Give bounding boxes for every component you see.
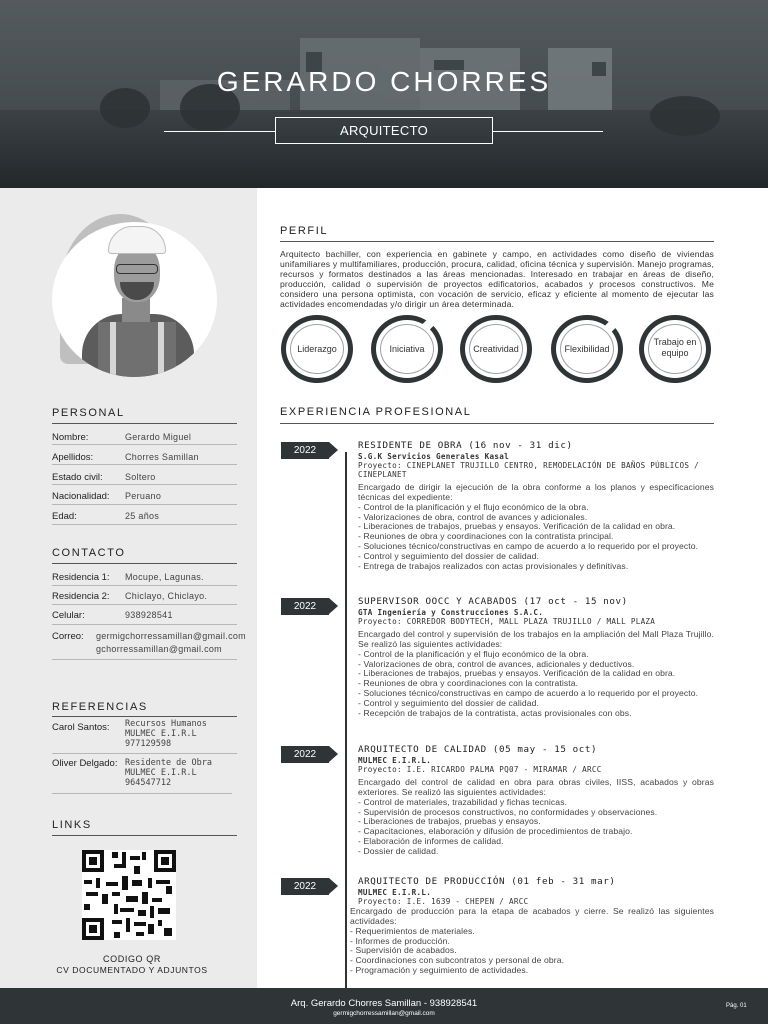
- title-line-left: [164, 131, 275, 132]
- job-desc-line: - Control de la planificación y el flujo económico de la obra.: [358, 648, 589, 659]
- reference-line: 977129598: [125, 739, 172, 749]
- reference-name: Oliver Delgado:: [52, 758, 118, 769]
- year-badge: 2022: [281, 598, 329, 615]
- title-line-right: [493, 131, 603, 132]
- reference-line: Recursos Humanos: [125, 719, 207, 729]
- job-desc-line: - Control de la planificación y el flujo económico de la obra.: [358, 501, 589, 512]
- field-value: Chorres Samillan: [125, 452, 199, 462]
- hard-hat-icon: [108, 226, 166, 254]
- job-desc-line: - Programación y seguimiento de actividades.: [350, 965, 529, 976]
- job-project: Proyecto: I.E. RICARDO PALMA PQ07 - MIRAMAR / ARCC: [358, 765, 602, 774]
- skill-label: Trabajo en equipo: [653, 337, 697, 358]
- banner-tree: [650, 96, 720, 136]
- field-value: Soltero: [125, 472, 156, 482]
- row-divider: [52, 753, 237, 754]
- job-desc-line: - Recepción de trabajos de la contratista, actas provisionales con obs.: [358, 707, 632, 718]
- reference-details: [125, 719, 207, 749]
- job-entry: [358, 744, 714, 857]
- reference-line: Residente de Obra: [125, 758, 212, 768]
- section-divider: [52, 716, 237, 717]
- reference-line: MULMEC E.I.R.L: [125, 729, 197, 739]
- skill-ring: [460, 315, 532, 383]
- row-divider: [52, 464, 237, 465]
- field-value: 25 años: [125, 511, 160, 521]
- profile-photo: [52, 222, 217, 377]
- field-value: Mocupe, Lagunas.: [125, 572, 204, 582]
- job-company: GTA Ingeniería y Construcciones S.A.C.: [358, 608, 544, 617]
- job-entry: [350, 876, 714, 976]
- job-desc-line: - Control y seguimiento del dossier de calidad.: [358, 550, 539, 561]
- skill-label: Iniciativa: [389, 344, 425, 354]
- year-badge: 2022: [281, 746, 329, 763]
- header-banner: [0, 0, 768, 188]
- job-desc-line: Encargado del control y supervisión de los trabajos en la ampliación del Mall Plaza Trujillo. Se realizó las siguientes actividades:: [358, 629, 714, 649]
- job-desc-line: - Entrega de trabajos realizados con actas provisionales y definitivas.: [358, 560, 629, 571]
- skill-ring: [371, 315, 443, 383]
- job-desc-line: - Supervisión de acabados.: [350, 945, 457, 956]
- job-company: MULMEC E.I.R.L.: [358, 888, 432, 897]
- field-value: Gerardo Miguel: [125, 432, 192, 442]
- job-desc-line: - Liberaciones de trabajos, pruebas y ensayos.: [358, 816, 541, 827]
- row-divider: [52, 524, 237, 525]
- row-divider: [52, 624, 237, 625]
- field-label: Residencia 2:: [52, 591, 110, 602]
- section-divider: [52, 563, 237, 564]
- qr-caption-sub: CV DOCUMENTADO Y ADJUNTOS: [56, 965, 208, 975]
- skill-ring: [551, 315, 623, 383]
- job-desc-line: - Liberaciones de trabajos, pruebas y ensayos. Verificación de la calidad en obra.: [358, 521, 676, 532]
- job-title: SUPERVISOR OOCC Y ACABADOS (17 oct - 15 nov): [358, 596, 628, 607]
- footer-contact: Arq. Gerardo Chorres Samillan - 938928541: [290, 998, 478, 1009]
- field-label: Edad:: [52, 511, 77, 522]
- field-value: Chiclayo, Chiclayo.: [125, 591, 208, 601]
- field-label: Estado civil:: [52, 472, 103, 483]
- field-label: Nacionalidad:: [52, 491, 110, 502]
- job-desc-line: Encargado de producción para la etapa de acabados y cierre. Se realizó las siguientes actividades:: [350, 906, 714, 926]
- job-description: [350, 907, 714, 976]
- job-description: [358, 483, 714, 572]
- job-entry: [358, 440, 714, 572]
- job-project: Proyecto: CORREDOR BODYTECH, MALL PLAZA TRUJILLO / MALL PLAZA: [358, 617, 656, 626]
- section-experience-heading: EXPERIENCIA PROFESIONAL: [280, 406, 472, 418]
- skill-ring: [281, 315, 353, 383]
- field-label: Correo:: [52, 631, 84, 642]
- year-badge: 2022: [281, 878, 329, 895]
- job-title: ARQUITECTO DE CALIDAD (05 may - 15 oct): [358, 744, 598, 755]
- job-desc-line: - Capacitaciones, elaboración y difusión de procedimientos de trabajo.: [358, 826, 633, 837]
- section-references-heading: REFERENCIAS: [52, 701, 148, 713]
- phone-value[interactable]: 938928541: [125, 610, 173, 620]
- job-desc-line: - Elaboración de informes de calidad.: [358, 836, 504, 847]
- field-value: Peruano: [125, 491, 162, 501]
- job-desc-line: - Supervisión de procesos constructivos, no conformidades y observaciones.: [358, 806, 658, 817]
- row-divider: [52, 484, 237, 485]
- job-desc-line: - Dossier de calidad.: [358, 845, 439, 856]
- reference-name: Carol Santos:: [52, 722, 110, 733]
- reference-details: [125, 758, 212, 788]
- section-profile-heading: PERFIL: [280, 225, 329, 237]
- row-divider: [52, 444, 237, 445]
- job-desc-line: - Informes de producción.: [350, 935, 450, 946]
- job-company: MULMEC E.I.R.L.: [358, 756, 432, 765]
- field-label: Residencia 1:: [52, 572, 110, 583]
- job-desc-line: - Liberaciones de trabajos, pruebas y ensayos. Verificación de la calidad en obra.: [358, 668, 676, 679]
- job-desc-line: - Requerimientos de materiales.: [350, 925, 475, 936]
- section-divider: [280, 423, 714, 424]
- job-desc-line: Encargado de dirigir la ejecución de la obra conforme a los planos y especificaciones técnicas del expediente:: [358, 482, 714, 502]
- job-title: ARQUITECTO: [275, 117, 493, 144]
- row-divider: [52, 659, 237, 660]
- job-project: Proyecto: CINEPLANET TRUJILLO CENTRO, REMODELACIÓN DE BAÑOS PÚBLICOS / CINEPLANET: [358, 461, 700, 479]
- job-desc-line: - Coordinaciones con subcontratos y personal de obra.: [350, 955, 565, 966]
- job-title: RESIDENTE DE OBRA (16 nov - 31 dic): [358, 440, 573, 451]
- row-divider: [52, 604, 237, 605]
- job-desc-line: - Reuniones de obra y coordinaciones con la contratista principal.: [358, 531, 614, 542]
- reference-line: MULMEC E.I.R.L: [125, 768, 197, 778]
- field-label: Celular:: [52, 610, 85, 621]
- skill-ring: [639, 315, 711, 383]
- section-links-heading: LINKS: [52, 819, 92, 831]
- email-value[interactable]: germigchorressamillan@gmail.com: [96, 631, 246, 641]
- email-value-secondary[interactable]: gchorressamillan@gmail.com: [96, 644, 222, 654]
- section-divider: [52, 423, 237, 424]
- experience-timeline: [345, 452, 347, 997]
- job-project: Proyecto: I.E. 1639 - CHEPEN / ARCC: [358, 897, 529, 906]
- year-badge: 2022: [281, 442, 329, 459]
- job-entry: [358, 596, 714, 719]
- job-desc-line: - Soluciones técnico/constructivas en campo de acuerdo a lo requerido por el proyecto.: [358, 688, 699, 699]
- section-divider: [280, 241, 714, 242]
- job-title: ARQUITECTO DE PRODUCCIÓN (01 feb - 31 mar): [358, 876, 616, 887]
- reference-line: 964547712: [125, 778, 172, 788]
- footer-email[interactable]: germigchorressamillan@gmail.com: [333, 1010, 435, 1017]
- job-desc-line: Encargado del control de calidad en obra para obras civiles, IISS, acabados y obras exteriores. Se realizó las siguientes actividades:: [358, 777, 714, 797]
- page-number: Pág. 01: [726, 1003, 747, 1009]
- job-desc-line: - Soluciones técnico/constructivas en campo de acuerdo a lo requerido por el proyecto.: [358, 541, 699, 552]
- candidate-name: GERARDO CHORRES: [216, 66, 552, 97]
- field-label: Nombre:: [52, 432, 89, 443]
- job-desc-line: - Reuniones de obra y coordinaciones con la contratista.: [358, 678, 579, 689]
- section-contact-heading: CONTACTO: [52, 547, 126, 559]
- job-description: [358, 630, 714, 719]
- section-personal-heading: PERSONAL: [52, 407, 125, 419]
- row-divider: [52, 585, 237, 586]
- skill-label: Flexibilidad: [564, 344, 610, 354]
- job-company: S.G.K Servicios Generales Kasal: [358, 452, 510, 461]
- job-desc-line: - Control y seguimiento del dossier de calidad.: [358, 697, 539, 708]
- qr-code[interactable]: [82, 850, 176, 940]
- row-divider: [52, 793, 232, 794]
- section-divider: [52, 835, 237, 836]
- qr-caption: CODIGO QR: [103, 954, 161, 964]
- row-divider: [52, 504, 237, 505]
- profile-summary: Arquitecto bachiller, con experiencia en gabinete y campo, en actividades como diseño de viviendas unifamiliares y multifamiliares, producción, procura, calidad, oficina técnica y supervisión. Manejo programas, recursos y formatos destinados a las áreas mencionadas. Interesado en trabajar en áreas de diseño, producción, calidad o supervisión de proyectos edificatorios, acabados y procesos constructivos. Me considero una persona optimista, con vocación de servicio, eficaz y eficiente al momento de ejecutar las actividades encomendadas y/o dirigir un área determinada.: [280, 249, 714, 310]
- job-desc-line: - Valorizaciones de obra, control de avances, adicionales y deductivos.: [358, 658, 635, 669]
- job-desc-line: - Control de materiales, trazabilidad y fichas tecnicas.: [358, 796, 568, 807]
- skill-label: Creatividad: [473, 344, 519, 354]
- job-description: [358, 778, 714, 857]
- job-desc-line: - Valorizaciones de obra, control de avances y adicionales.: [358, 511, 588, 522]
- skill-label: Liderazgo: [297, 344, 337, 354]
- field-label: Apellidos:: [52, 452, 94, 463]
